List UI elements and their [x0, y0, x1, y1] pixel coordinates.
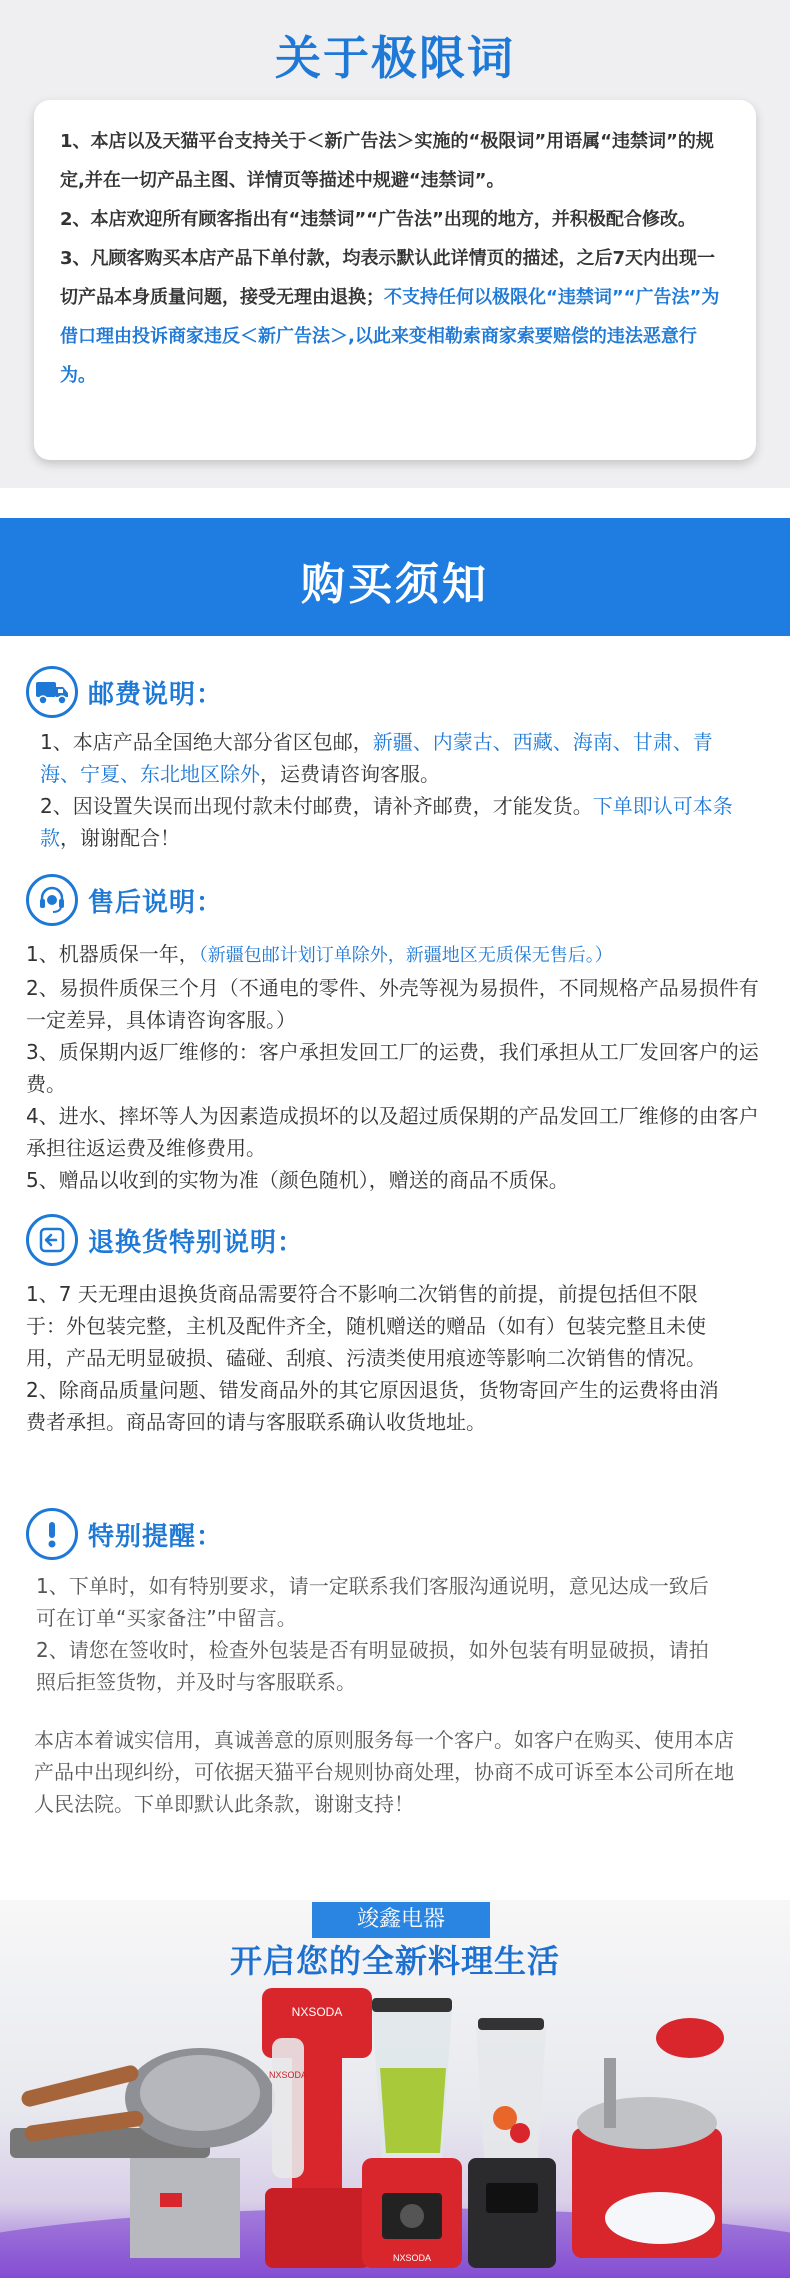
ice-shaver-image: [572, 2018, 724, 2258]
shipping-line-2: [40, 790, 752, 854]
reminder-heading: [26, 1504, 223, 1564]
aftersales-line-3: 3、质保期内返厂维修的：客户承担发回工厂的运费，我们承担从工厂发回客户的运费。: [26, 1040, 759, 1096]
shipping-content: [40, 726, 752, 854]
closing-statement: 本店本着诚实信用，真诚善意的原则服务每一个客户。如客户在购买、使用本店产品中出现纠纷，可依据天猫平台规则协商处理，协商不成可诉至本公司所在地人民法院。下单即默认此条款，谢谢支持！: [34, 1728, 734, 1816]
notice-paragraph-2: 2、本店欢迎所有顾客指出有“违禁词”“广告法”出现的地方，并积极配合修改。: [60, 209, 696, 230]
aftersales-content: [26, 938, 762, 1196]
truck-icon: [26, 666, 78, 718]
bottle-brand-label: NXSODA: [268, 2070, 308, 2080]
prohibited-words-card: [34, 100, 756, 460]
shipping-heading-text: 邮费说明：: [88, 679, 224, 710]
shipping-heading: [26, 662, 223, 722]
notice-paragraph-3-highlight: 不支持任何以极限化“违禁词”“广告法”为借口理由投诉商家违反＜新广告法＞,以此来变相勒索商家索要赔偿的违法恶意行为。: [60, 287, 720, 386]
product-banner: [0, 1900, 790, 2278]
black-blender-image: [468, 2018, 556, 2268]
notice-paragraph-3-text: 3、凡顾客购买本店产品下单付款，均表示默认此详情页的描述，之后7天内出现一切产品本身质量问题，接受无理由退换；: [60, 248, 716, 308]
purchase-notice-banner: [0, 518, 790, 636]
blender-image: [362, 1998, 462, 2268]
returns-content: [26, 1278, 730, 1438]
notice-paragraph-3: [60, 239, 732, 395]
aftersales-heading-text: 售后说明：: [88, 887, 224, 918]
exclamation-icon: [26, 1508, 78, 1560]
returns-line-2: 2、除商品质量问题、错发商品外的其它原因退货，货物寄回产生的运费将由消费者承担。商品寄回的请与客服联系确认收货地址。: [26, 1378, 719, 1434]
shipping-excluded-regions: 新疆、内蒙古、西藏、海南、甘肃、青海、宁夏、东北地区除外: [40, 730, 713, 786]
shipping-line-2-tail: ，谢谢配合！: [60, 826, 180, 850]
purchase-notice-title: 购买须知: [301, 559, 489, 610]
aftersales-line-1-text: 1、机器质保一年，: [26, 942, 199, 966]
brand-tag: 竣鑫电器: [312, 1902, 490, 1938]
return-icon: [26, 1214, 78, 1266]
notice-paragraph-1: 1、本店以及天猫平台支持关于＜新广告法＞实施的“极限词”用语属“违禁词”的规定,并在一切产品主图、详情页等描述中规避“违禁词”。: [60, 131, 714, 191]
shipping-line-1-text: 1、本店产品全国绝大部分省区包邮，: [40, 730, 373, 754]
aftersales-line-5: 5、赠品以收到的实物为准（颜色随机），赠送的商品不质保。: [26, 1168, 569, 1192]
reminder-line-2: 2、请您在签收时，检查外包装是否有明显破损，如外包装有明显破损，请拍照后拒签货物，并及时与客服联系。: [36, 1638, 709, 1694]
red-sealer-image: [262, 1988, 372, 2268]
returns-line-1: 1、7 天无理由退换货商品需要符合不影响二次销售的前提，前提包括但不限于：外包装完整，主机及配件齐全，随机赠送的赠品（如有）包装完整且未使用，产品无明显破损、磕碰、刮痕、污渍类使用痕迹等影响二次销售的情况。: [26, 1282, 706, 1370]
returns-heading-text: 退换货特别说明：: [88, 1227, 305, 1258]
blender-brand-label: NXSODA: [392, 2253, 432, 2263]
aftersales-line-1-highlight: （新疆包邮计划订单除外，新疆地区无质保无售后。）: [198, 945, 613, 966]
aftersales-heading: [26, 870, 223, 930]
banner-slogan: 开启您的全新料理生活: [229, 1942, 560, 1980]
prohibited-words-text: [60, 122, 732, 395]
reminder-line-1: 1、下单时，如有特别要求，请一定联系我们客服沟通说明，意见达成一致后可在订单“买家备注”中留言。: [36, 1574, 709, 1630]
shipping-line-2-text: 2、因设置失误而出现付款未付邮费，请补齐邮费，才能发货。: [40, 794, 593, 818]
sealer-brand-label: NXSODA: [291, 2005, 343, 2019]
returns-heading: [26, 1210, 304, 1270]
aftersales-line-2: 2、易损件质保三个月（不通电的零件、外壳等视为易损件，不同规格产品易损件有一定差异，具体请咨询客服。）: [26, 976, 759, 1032]
headset-icon: [26, 874, 78, 926]
reminder-content: [36, 1570, 726, 1698]
shipping-line-2-highlight: 下单即认可本条款: [40, 794, 733, 850]
aftersales-line-4: 4、进水、摔坏等人为因素造成损坏的以及超过质保期的产品发回工厂维修的由客户承担往返运费及维修费用。: [26, 1104, 759, 1160]
aftersales-line-1: [26, 938, 762, 972]
prohibited-words-section: [0, 0, 790, 488]
prohibited-words-title: 关于极限词: [275, 31, 515, 85]
reminder-heading-text: 特别提醒：: [88, 1521, 224, 1552]
shipping-line-1-tail: ，运费请咨询客服。: [260, 762, 440, 786]
appliance-illustration: [0, 1978, 790, 2278]
shipping-line-1: [40, 726, 752, 790]
